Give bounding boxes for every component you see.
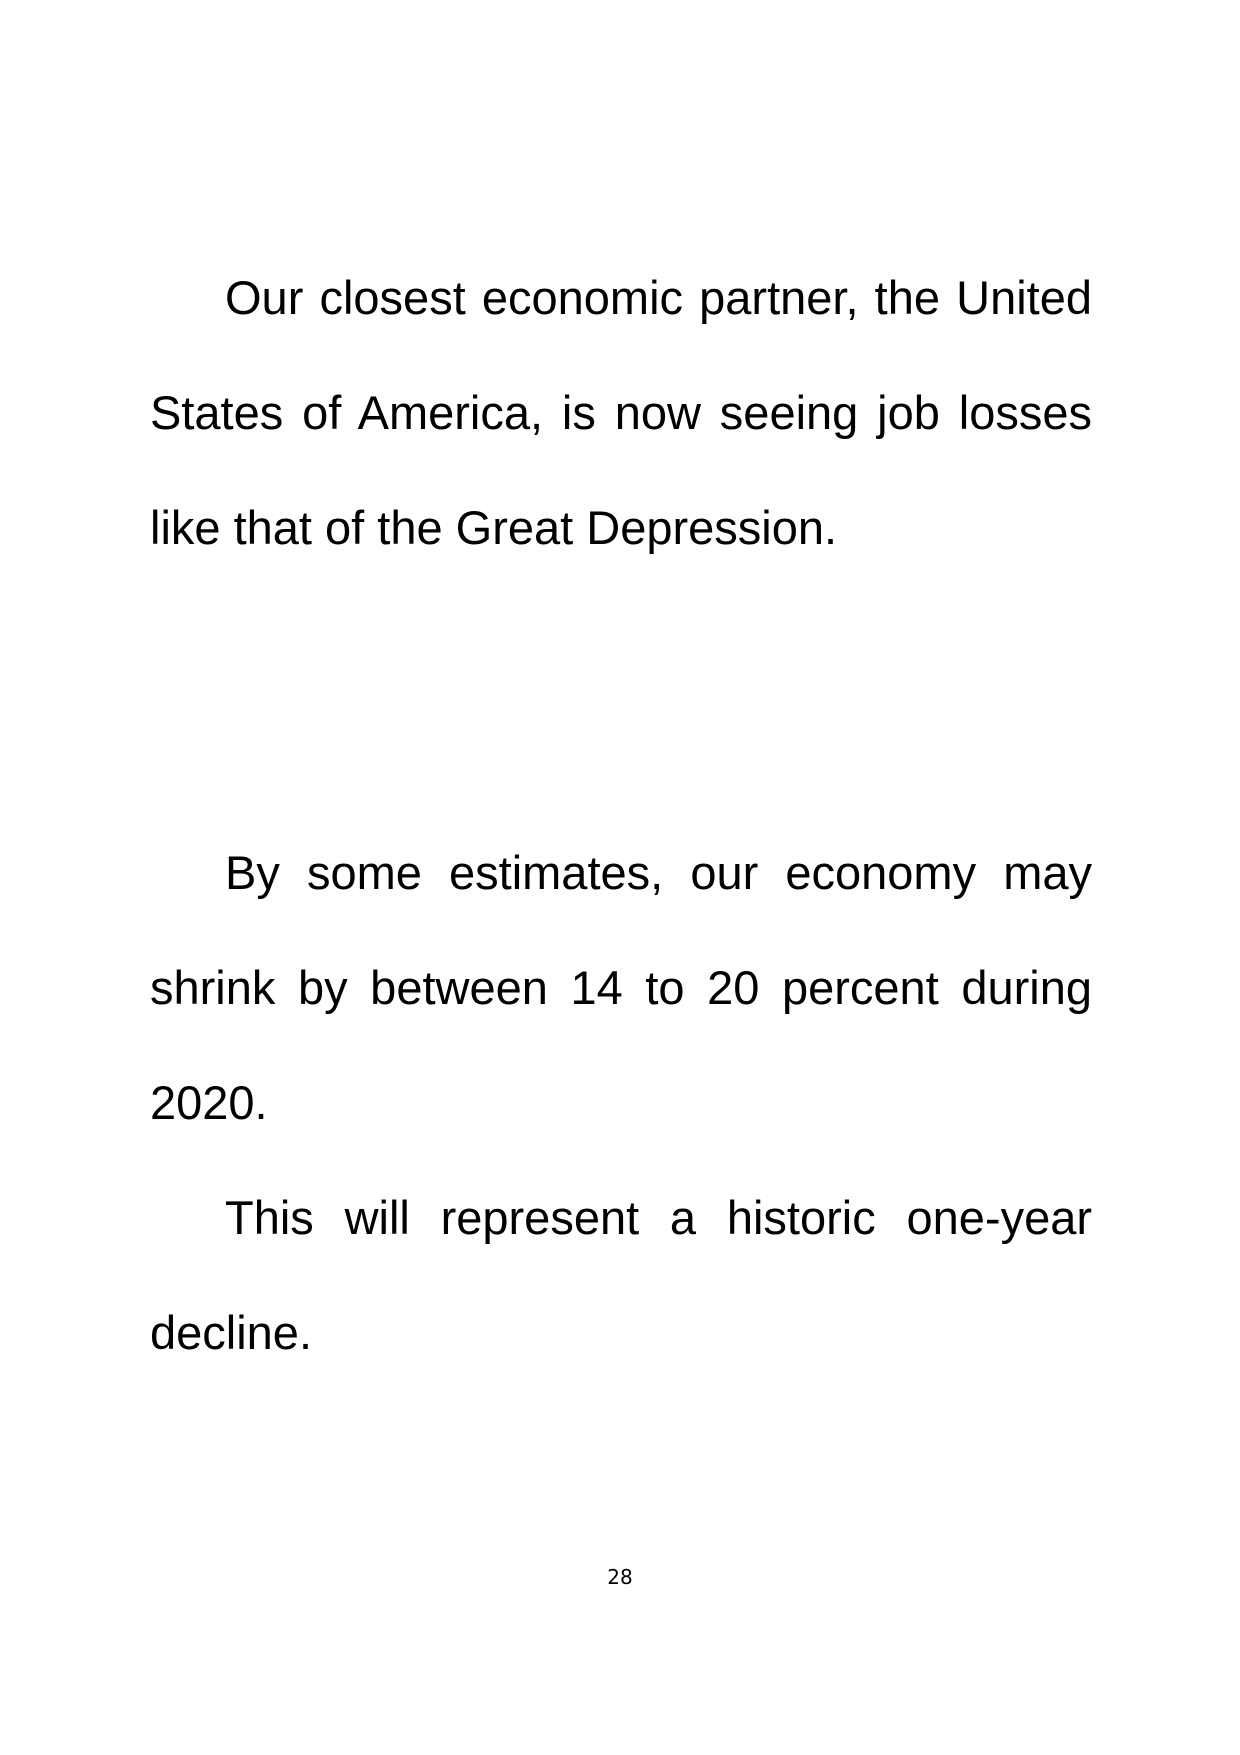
paragraph-economy-estimates: By some estimates, our economy may shrink by between 14 to 20 percent during 2020.: [150, 846, 1092, 1129]
paragraph-economic-partner: Our closest economic partner, the United States of America, is now seeing job losses like that of the Great Depression.: [150, 271, 1092, 554]
paragraph-historic-decline: This will represent a historic one-year decline.: [150, 1191, 1092, 1359]
page-number: 28: [607, 1565, 633, 1589]
